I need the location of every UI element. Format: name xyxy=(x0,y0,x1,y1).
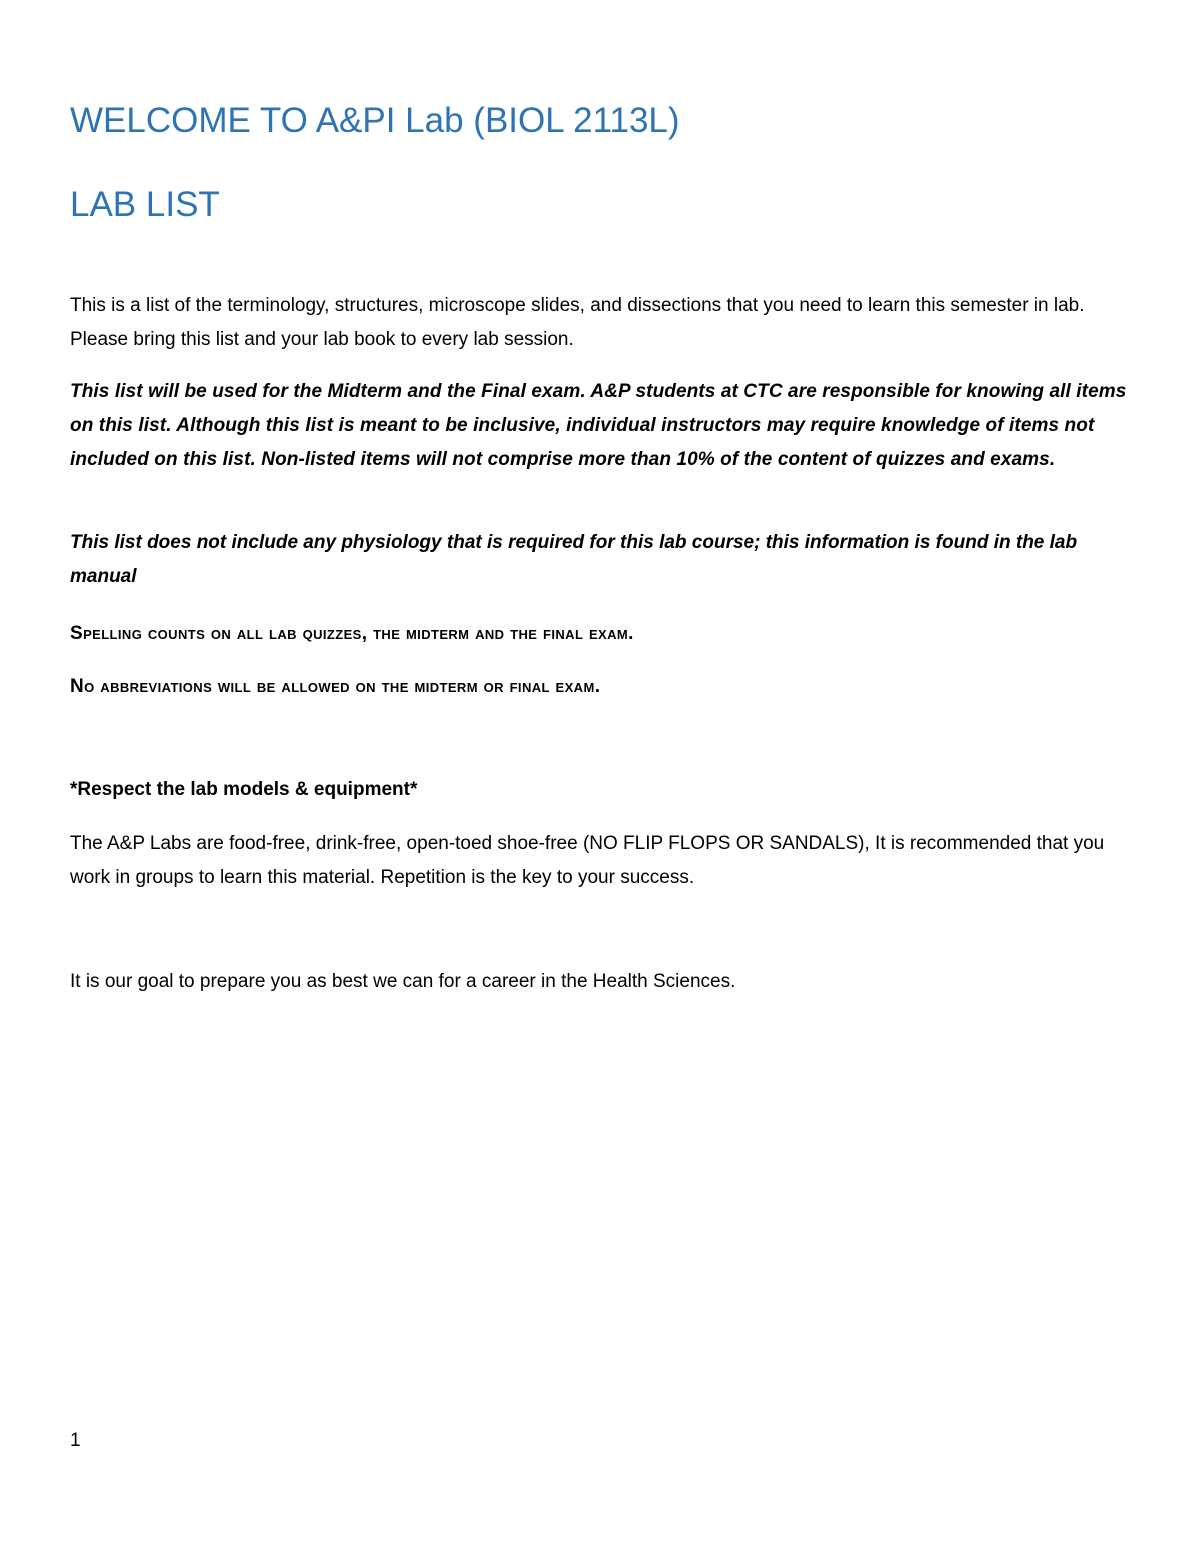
physiology-notice-paragraph: This list does not include any physiology that is required for this lab course; this information is found in the lab manual xyxy=(70,532,1078,587)
page-number: 1 xyxy=(70,1430,81,1451)
spelling-rule: Spelling counts on all lab quizzes, the midterm and the final exam. xyxy=(70,623,634,644)
document-subtitle: LAB LIST xyxy=(70,185,220,224)
goal-statement: It is our goal to prepare you as best we can for a career in the Health Sciences. xyxy=(70,971,736,992)
lab-rules-paragraph: The A&P Labs are food-free, drink-free, open-toed shoe-free (NO FLIP FLOPS OR SANDALS), It is recommended that you work in groups to learn this material. Repetition is the key to your success. xyxy=(70,833,1105,888)
exam-notice-paragraph: This list will be used for the Midterm and the Final exam. A&P students at CTC are responsible for knowing all items on this list. Although this list is meant to be inclusive, individual instructors may require knowledge of items not included on this list. Non-listed items will not comprise more than 10% of the content of quizzes and exams. xyxy=(70,381,1127,470)
document-title: WELCOME TO A&PI Lab (BIOL 2113L) xyxy=(70,101,680,140)
intro-paragraph: This is a list of the terminology, structures, microscope slides, and dissections that you need to learn this semester in lab. Please bring this list and your lab book to every lab session. xyxy=(70,295,1085,350)
respect-note: *Respect the lab models & equipment* xyxy=(70,779,418,800)
abbreviation-rule: No abbreviations will be allowed on the midterm or final exam. xyxy=(70,676,601,697)
